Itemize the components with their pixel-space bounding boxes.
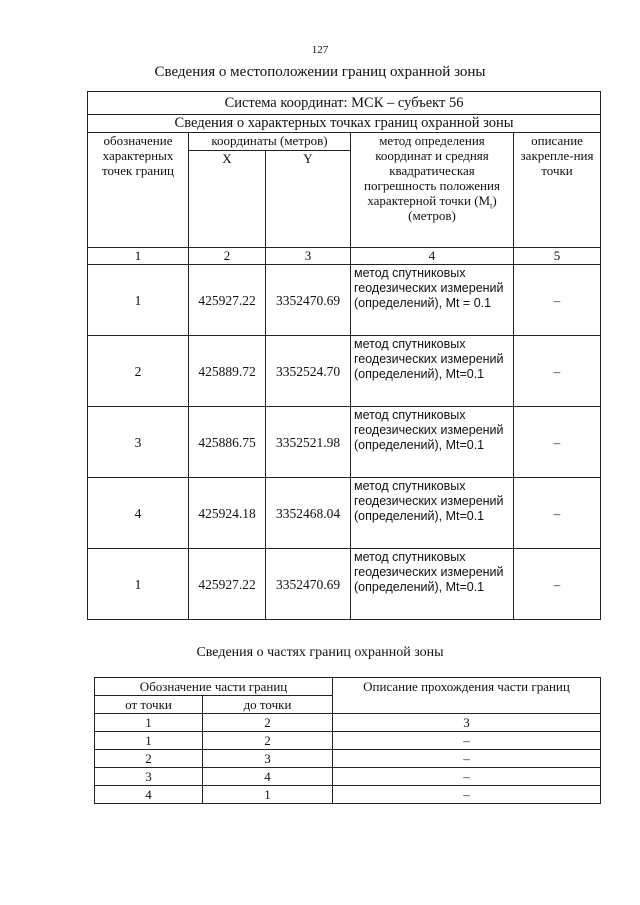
method-cell: метод спутниковых геодезических измерений (определений), Mt=0.1 — [351, 407, 514, 478]
section-title-parts: Сведения о частях границ охранной зоны — [196, 645, 444, 660]
description-cell: – — [514, 407, 601, 478]
header-method-end: ) (метров) — [408, 193, 497, 223]
parts-table — [94, 677, 601, 804]
header-y: Y — [266, 151, 351, 248]
table-row — [88, 407, 601, 478]
point-cell: 1 — [88, 265, 189, 336]
points-info-row: Сведения о характерных точках границ охранной зоны — [88, 115, 601, 133]
point-cell: 2 — [88, 336, 189, 407]
from-cell: 4 — [95, 786, 203, 804]
colnum-3: 3 — [266, 248, 351, 265]
colnum-4: 4 — [351, 248, 514, 265]
header-designation: обозначение характерных точек границ — [88, 133, 189, 248]
header-coordinates: координаты (метров) — [189, 133, 351, 151]
coordinate-system-row: Система координат: МСК – субъект 56 — [88, 92, 601, 115]
method-cell: метод спутниковых геодезических измерений (определений), Mt=0.1 — [351, 549, 514, 620]
to-cell: 3 — [203, 750, 333, 768]
colnum-2: 2 — [203, 714, 333, 732]
header-description: описание закрепле-ния точки — [514, 133, 601, 248]
description-cell: – — [333, 732, 601, 750]
description-cell: – — [333, 786, 601, 804]
table-row — [95, 786, 601, 804]
header-passage-description: Описание прохождения части границ — [333, 678, 601, 714]
description-cell: – — [333, 750, 601, 768]
header-x: X — [189, 151, 266, 248]
x-cell: 425927.22 — [189, 265, 266, 336]
header-method-sub: t — [490, 201, 493, 211]
point-cell: 1 — [88, 549, 189, 620]
table-row — [95, 732, 601, 750]
header-from-point: от точки — [95, 696, 203, 714]
method-cell: метод спутниковых геодезических измерений (определений), Mt = 0.1 — [351, 265, 514, 336]
y-cell: 3352470.69 — [266, 549, 351, 620]
x-cell: 425886.75 — [189, 407, 266, 478]
colnum-2: 2 — [189, 248, 266, 265]
to-cell: 2 — [203, 732, 333, 750]
from-cell: 3 — [95, 768, 203, 786]
header-method-main: метод определения координат и средняя квадратическая погрешность положения характерной точки (M — [364, 133, 500, 208]
method-cell: метод спутниковых геодезических измерений (определений), Mt=0.1 — [351, 336, 514, 407]
colnum-1: 1 — [95, 714, 203, 732]
header-part-designation: Обозначение части границ — [95, 678, 333, 696]
description-cell: – — [514, 336, 601, 407]
from-cell: 1 — [95, 732, 203, 750]
y-cell: 3352521.98 — [266, 407, 351, 478]
header-method — [351, 133, 514, 248]
y-cell: 3352468.04 — [266, 478, 351, 549]
description-cell: – — [333, 768, 601, 786]
section-title-boundaries: Сведения о местоположении границ охранной зоны — [154, 64, 486, 80]
points-table — [87, 91, 601, 620]
to-cell: 1 — [203, 786, 333, 804]
point-cell: 3 — [88, 407, 189, 478]
x-cell: 425924.18 — [189, 478, 266, 549]
point-cell: 4 — [88, 478, 189, 549]
method-cell: метод спутниковых геодезических измерений (определений), Mt=0.1 — [351, 478, 514, 549]
table-row — [95, 768, 601, 786]
description-cell: – — [514, 549, 601, 620]
y-cell: 3352470.69 — [266, 265, 351, 336]
description-cell: – — [514, 478, 601, 549]
table-row — [88, 478, 601, 549]
table-row — [95, 750, 601, 768]
to-cell: 4 — [203, 768, 333, 786]
table-row — [88, 549, 601, 620]
x-cell: 425889.72 — [189, 336, 266, 407]
colnum-3: 3 — [333, 714, 601, 732]
colnum-5: 5 — [514, 248, 601, 265]
y-cell: 3352524.70 — [266, 336, 351, 407]
table-row — [88, 265, 601, 336]
colnum-1: 1 — [88, 248, 189, 265]
page-number: 127 — [311, 44, 329, 56]
header-to-point: до точки — [203, 696, 333, 714]
table-row — [88, 336, 601, 407]
description-cell: – — [514, 265, 601, 336]
from-cell: 2 — [95, 750, 203, 768]
x-cell: 425927.22 — [189, 549, 266, 620]
